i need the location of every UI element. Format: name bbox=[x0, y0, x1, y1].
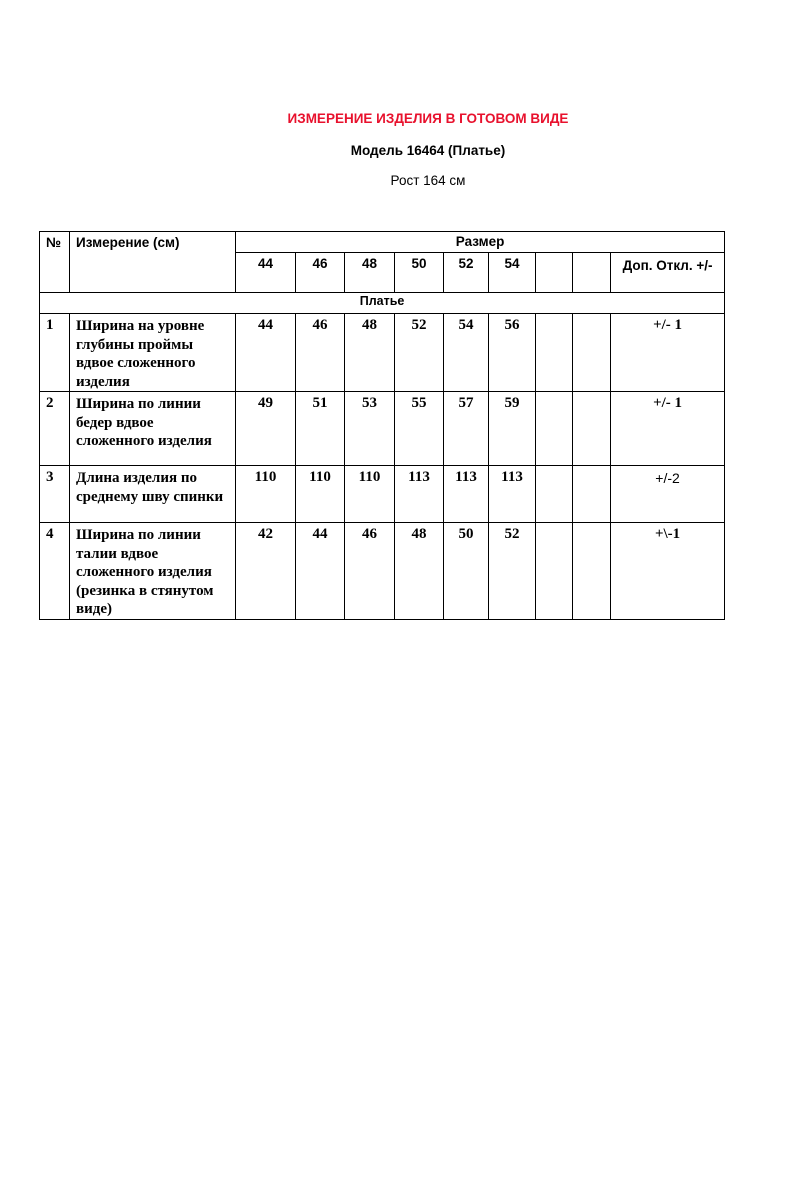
table-row bbox=[40, 523, 725, 620]
row-value: 113 bbox=[444, 466, 489, 523]
table-row bbox=[40, 314, 725, 392]
size-header: 52 bbox=[444, 253, 489, 293]
empty-cell bbox=[536, 392, 573, 466]
row-value: 53 bbox=[345, 392, 395, 466]
row-value: 52 bbox=[489, 523, 536, 620]
row-value: 55 bbox=[395, 392, 444, 466]
empty-cell bbox=[536, 523, 573, 620]
row-tolerance: +/- 1 bbox=[611, 392, 725, 466]
row-number: 3 bbox=[40, 466, 70, 523]
row-value: 56 bbox=[489, 314, 536, 392]
row-value: 42 bbox=[236, 523, 296, 620]
row-value: 59 bbox=[489, 392, 536, 466]
empty-cell bbox=[573, 523, 611, 620]
row-value: 110 bbox=[296, 466, 345, 523]
row-tolerance: +/- 1 bbox=[611, 314, 725, 392]
col-header-size: Размер bbox=[236, 232, 725, 253]
row-value: 49 bbox=[236, 392, 296, 466]
empty-cell bbox=[573, 253, 611, 293]
row-value: 54 bbox=[444, 314, 489, 392]
size-header: 54 bbox=[489, 253, 536, 293]
measurement-table bbox=[39, 231, 725, 620]
row-label: Ширина по линии талии вдвое сложенного изделия (резинка в стянутом виде) bbox=[70, 523, 236, 620]
tolerance-header: Доп. Откл. +/- bbox=[611, 253, 725, 293]
row-value: 113 bbox=[395, 466, 444, 523]
row-value: 48 bbox=[345, 314, 395, 392]
row-value: 52 bbox=[395, 314, 444, 392]
row-value: 113 bbox=[489, 466, 536, 523]
col-header-measure: Измерение (см) bbox=[70, 232, 236, 293]
row-value: 46 bbox=[345, 523, 395, 620]
row-value: 51 bbox=[296, 392, 345, 466]
empty-cell bbox=[573, 466, 611, 523]
size-header: 44 bbox=[236, 253, 296, 293]
section-row bbox=[40, 293, 725, 314]
height-info: Рост 164 см bbox=[390, 173, 466, 188]
row-label: Ширина по линии бедер вдвое сложенного изделия bbox=[70, 392, 236, 466]
size-header: 46 bbox=[296, 253, 345, 293]
row-value: 48 bbox=[395, 523, 444, 620]
header-row bbox=[40, 232, 725, 253]
table-row bbox=[40, 466, 725, 523]
section-label: Платье bbox=[40, 293, 725, 314]
row-value: 50 bbox=[444, 523, 489, 620]
row-value: 110 bbox=[236, 466, 296, 523]
row-value: 46 bbox=[296, 314, 345, 392]
empty-cell bbox=[536, 253, 573, 293]
row-value: 110 bbox=[345, 466, 395, 523]
row-label: Длина изделия по среднему шву спинки bbox=[70, 466, 236, 523]
row-tolerance: +\-1 bbox=[611, 523, 725, 620]
empty-cell bbox=[536, 466, 573, 523]
row-number: 4 bbox=[40, 523, 70, 620]
size-header: 48 bbox=[345, 253, 395, 293]
row-label: Ширина на уровне глубины проймы вдвое сложенного изделия bbox=[70, 314, 236, 392]
col-header-num: № bbox=[40, 232, 70, 293]
model-subtitle: Модель 16464 (Платье) bbox=[350, 143, 506, 158]
document-title: ИЗМЕРЕНИЕ ИЗДЕЛИЯ В ГОТОВОМ ВИДЕ bbox=[287, 111, 569, 126]
row-value: 44 bbox=[236, 314, 296, 392]
empty-cell bbox=[573, 392, 611, 466]
table-row bbox=[40, 392, 725, 466]
row-value: 57 bbox=[444, 392, 489, 466]
row-number: 2 bbox=[40, 392, 70, 466]
size-header: 50 bbox=[395, 253, 444, 293]
row-number: 1 bbox=[40, 314, 70, 392]
empty-cell bbox=[573, 314, 611, 392]
empty-cell bbox=[536, 314, 573, 392]
row-tolerance: +/-2 bbox=[611, 466, 725, 523]
row-value: 44 bbox=[296, 523, 345, 620]
